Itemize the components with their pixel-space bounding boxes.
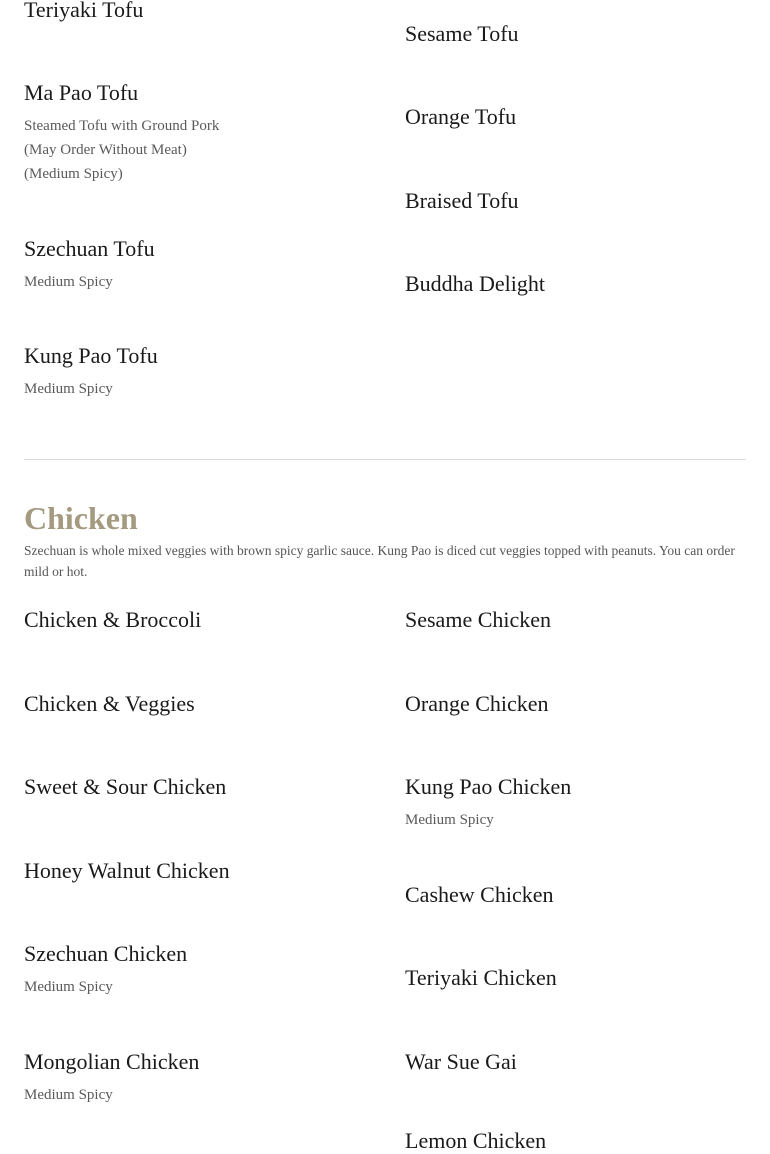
item-name[interactable]: Teriyaki Chicken	[405, 965, 557, 990]
item-name[interactable]: Chicken & Broccoli	[24, 607, 202, 632]
item-name[interactable]: Ma Pao Tofu	[24, 80, 139, 105]
menu-item-lemon-chicken[interactable]	[405, 1128, 745, 1154]
menu-item-sweet-sour-chicken[interactable]	[24, 774, 364, 800]
item-description: Medium Spicy	[24, 274, 113, 290]
menu-item-orange-tofu[interactable]	[405, 104, 745, 130]
menu-item-sesame-tofu[interactable]	[405, 21, 745, 47]
menu-item-szechuan-chicken[interactable]	[24, 941, 364, 999]
section-title-chicken: Chicken	[24, 500, 138, 536]
item-name[interactable]: Chicken & Veggies	[24, 691, 195, 716]
menu-item-cashew-chicken[interactable]	[405, 882, 745, 908]
menu-item-chicken-veggies[interactable]	[24, 691, 364, 717]
menu-item-teriyaki-chicken[interactable]	[405, 965, 745, 991]
item-name[interactable]: Mongolian Chicken	[24, 1049, 200, 1074]
item-name[interactable]: Kung Pao Chicken	[405, 774, 572, 799]
menu-item-kung-pao-chicken[interactable]	[405, 774, 745, 832]
item-name[interactable]: Szechuan Chicken	[24, 941, 188, 966]
menu-item-honey-walnut-chicken[interactable]	[24, 858, 364, 884]
item-description: Medium Spicy	[24, 381, 113, 397]
item-name[interactable]: Buddha Delight	[405, 271, 545, 296]
item-description: Medium Spicy	[24, 1087, 113, 1103]
item-name[interactable]: Braised Tofu	[405, 188, 519, 213]
item-name[interactable]: Sesame Chicken	[405, 607, 552, 632]
item-name[interactable]: Orange Tofu	[405, 104, 517, 129]
section-description: Szechuan is whole mixed veggies with brown spicy garlic sauce. Kung Pao is diced cut veggies topped with peanuts. You can order mild or hot.	[24, 543, 735, 579]
menu-item-teriyaki-tofu[interactable]	[24, 0, 364, 23]
menu-item-chicken-broccoli[interactable]	[24, 607, 364, 633]
item-name[interactable]: Cashew Chicken	[405, 882, 554, 907]
item-name[interactable]: War Sue Gai	[405, 1049, 517, 1074]
item-description: Steamed Tofu with Ground Pork (May Order Without Meat) (Medium Spicy)	[24, 118, 220, 182]
item-name[interactable]: Szechuan Tofu	[24, 236, 155, 261]
item-name[interactable]: Lemon Chicken	[405, 1128, 547, 1153]
section-divider	[24, 459, 746, 460]
item-description: Medium Spicy	[405, 812, 494, 828]
menu-item-ma-pao-tofu[interactable]	[24, 80, 364, 186]
menu-item-braised-tofu[interactable]	[405, 188, 745, 214]
item-name[interactable]: Sweet & Sour Chicken	[24, 774, 227, 799]
menu-item-war-sue-gai[interactable]	[405, 1049, 745, 1075]
item-name[interactable]: Honey Walnut Chicken	[24, 858, 230, 883]
menu-item-sesame-chicken[interactable]	[405, 607, 745, 633]
item-name[interactable]: Kung Pao Tofu	[24, 343, 158, 368]
menu-item-mongolian-chicken[interactable]	[24, 1049, 364, 1107]
menu-item-szechuan-tofu[interactable]	[24, 236, 364, 294]
item-name[interactable]: Orange Chicken	[405, 691, 549, 716]
menu-item-orange-chicken[interactable]	[405, 691, 745, 717]
item-name[interactable]: Sesame Tofu	[405, 21, 519, 46]
menu-item-kung-pao-tofu[interactable]	[24, 343, 364, 401]
item-description: Medium Spicy	[24, 979, 113, 995]
menu-item-buddha-delight[interactable]	[405, 271, 745, 297]
item-name[interactable]: Teriyaki Tofu	[24, 0, 144, 22]
